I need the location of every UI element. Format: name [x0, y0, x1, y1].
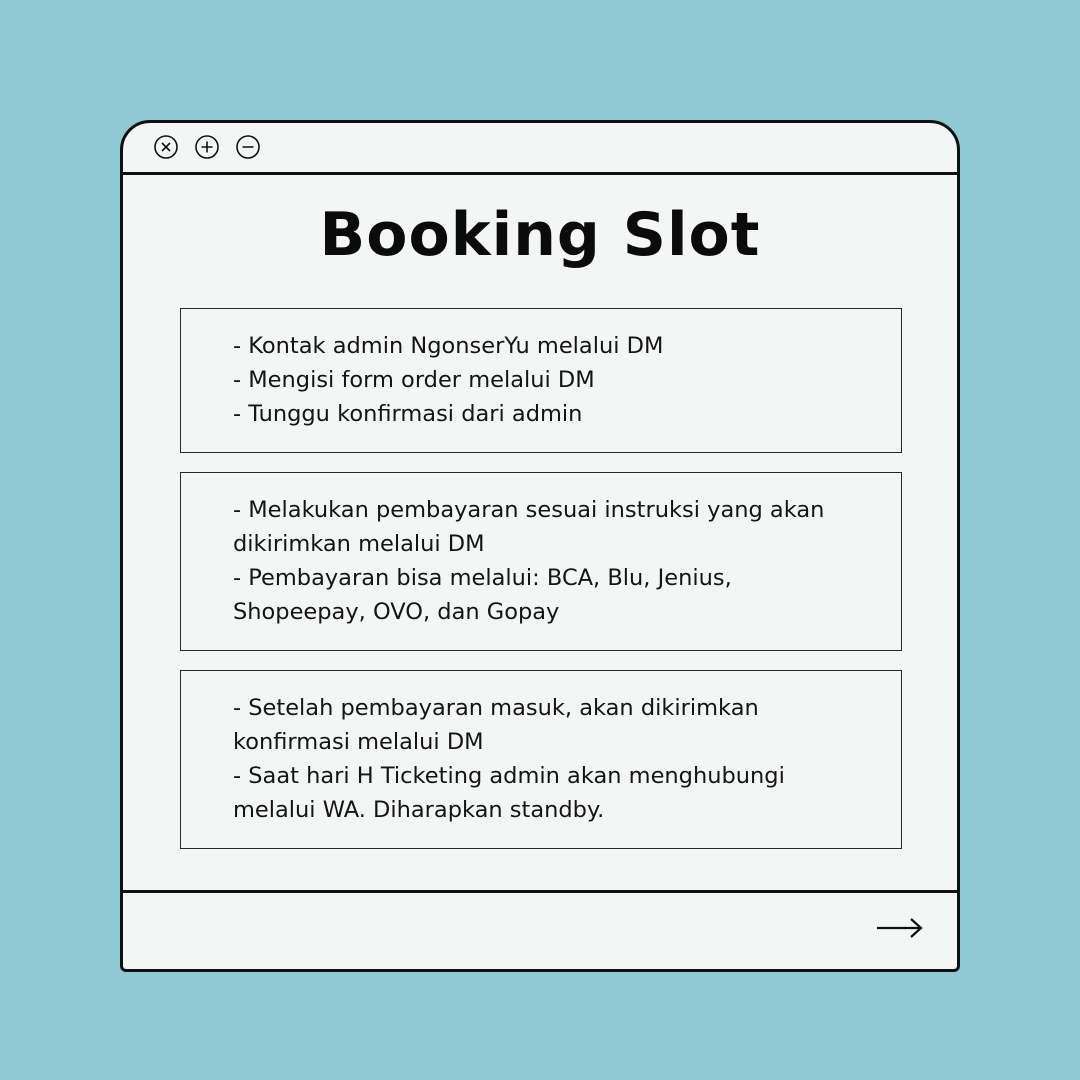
minus-icon[interactable] [236, 135, 260, 159]
list-item: Shopeepay, OVO, dan Gopay [233, 599, 560, 625]
app-window [120, 120, 960, 972]
list-item: - Mengisi form order melalui DM [233, 367, 595, 393]
list-item: - Kontak admin NgonserYu melalui DM [233, 333, 664, 359]
list-item: - Pembayaran bisa melalui: BCA, Blu, Jenius, [233, 565, 732, 591]
list-item: - Setelah pembayaran masuk, akan dikirimkan [233, 695, 759, 721]
page-title: Booking Slot [319, 200, 761, 270]
close-icon[interactable] [154, 135, 178, 159]
card-text [233, 691, 877, 827]
list-item: melalui WA. Diharapkan standby. [233, 797, 605, 823]
window-titlebar [123, 123, 957, 175]
list-item: - Saat hari H Ticketing admin akan menghubungi [233, 763, 785, 789]
info-card-confirmation [180, 670, 902, 849]
list-item: konfirmasi melalui DM [233, 729, 484, 755]
info-card-booking [180, 308, 902, 453]
list-item: dikirimkan melalui DM [233, 531, 485, 557]
list-item: - Tunggu konfirmasi dari admin [233, 401, 583, 427]
card-text [233, 493, 877, 629]
card-text [233, 329, 877, 431]
info-card-payment [180, 472, 902, 651]
list-item: - Melakukan pembayaran sesuai instruksi yang akan [233, 497, 825, 523]
plus-icon[interactable] [195, 135, 219, 159]
arrow-right-icon[interactable] [873, 913, 927, 943]
window-footer [123, 890, 957, 969]
